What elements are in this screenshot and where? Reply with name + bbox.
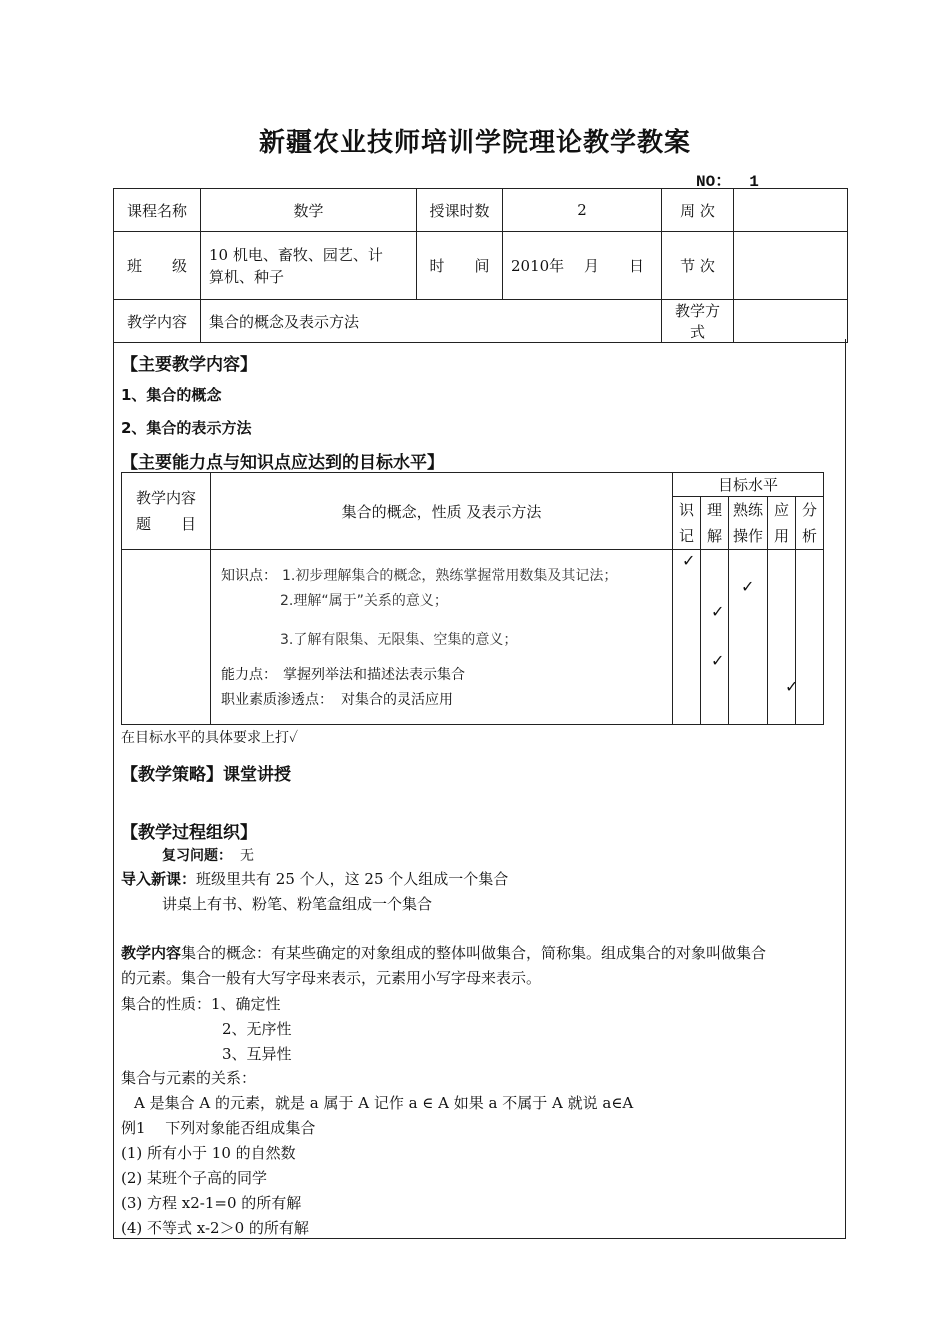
check-col-operate (729, 550, 768, 725)
check-col-understand (701, 550, 729, 725)
check-col-analyze (796, 550, 824, 725)
method-value (734, 300, 848, 343)
empty-topic-cell (122, 550, 211, 725)
week-label: 周 次 (662, 189, 734, 232)
time-label: 时 间 (417, 232, 503, 300)
content-line-1: 教学内容集合的概念：有某些确定的对象组成的整体叫做集合，简称集。组成集合的对象叫做集合 (121, 944, 767, 962)
header-table (113, 188, 848, 343)
section-label: 节 次 (662, 232, 734, 300)
check-mark-understand-1: ✓ (711, 602, 725, 621)
content-line-2: 的元素。集合一般有大写字母来表示，元素用小写字母来表示。 (121, 969, 542, 987)
course-name-label: 课程名称 (114, 189, 201, 232)
time-value: 2010年 月 日 (503, 232, 662, 300)
level-understand: 理 解 (701, 497, 729, 550)
class-value: 10 机电、畜牧、园艺、计 算机、种子 (201, 232, 417, 300)
content-item-2: 2、集合的表示方法 (121, 419, 252, 437)
knowledge-point-1: 1.初步理解集合的概念，熟练掌握常用数集及其记法； (282, 568, 618, 584)
process-heading: 【教学过程组织】 (121, 823, 257, 843)
hours-label: 授课时数 (417, 189, 503, 232)
check-mark-operate: ✓ (741, 577, 755, 596)
section-value (734, 232, 848, 300)
content-label: 教学内容 (114, 300, 201, 343)
ability-heading: 【主要能力点与知识点应达到的目标水平】 (121, 453, 444, 473)
review-question: 复习问题： 无 (162, 848, 254, 864)
check-mark-understand-2: ✓ (711, 651, 725, 670)
example-item-2: (2) 某班个子高的同学 (121, 1169, 268, 1187)
check-mark-recall: ✓ (682, 551, 696, 570)
content-value: 集合的概念及表示方法 (201, 300, 662, 343)
relation-text: A 是集合 A 的元素，就是 a 属于 A 记作 a ∈ A 如果 a 不属于 A 就说 a∈A (134, 1094, 634, 1112)
example-item-4: (4) 不等式 x-2＞0 的所有解 (121, 1219, 309, 1237)
check-note: 在目标水平的具体要求上打✓ (121, 730, 299, 746)
relation-label: 集合与元素的关系： (121, 1069, 257, 1087)
level-analyze: 分 析 (796, 497, 824, 550)
knowledge-point-2: 2.理解“属于”关系的意义； (280, 593, 448, 609)
level-operate: 熟练 操作 (729, 497, 768, 550)
topic-header: 教学内容 题 目 (122, 473, 211, 550)
week-value (734, 189, 848, 232)
intro-line-1: 导入新课：班级里共有 25 个人，这 25 个人组成一个集合 (121, 870, 509, 888)
content-item-1: 1、集合的概念 (121, 386, 222, 404)
example-item-3: (3) 方程 x2-1=0 的所有解 (121, 1194, 302, 1212)
check-mark-apply: ✓ (785, 677, 799, 696)
level-apply: 应 用 (768, 497, 796, 550)
target-level-header: 目标水平 (673, 473, 824, 497)
ability-point: 能力点： 掌握列举法和描述法表示集合 (221, 667, 465, 683)
knowledge-point-3: 3.了解有限集、无限集、空集的意义； (280, 632, 518, 648)
target-level-table (121, 472, 824, 725)
level-recall: 识 记 (673, 497, 701, 550)
method-label: 教学方式 (662, 300, 734, 343)
course-name: 数学 (201, 189, 417, 232)
main-content-heading: 【主要教学内容】 (121, 355, 257, 375)
check-col-recall (673, 550, 701, 725)
teaching-strategy: 【教学策略】课堂讲授 (121, 765, 291, 785)
hours-value: 2 (503, 189, 662, 232)
quality-point: 职业素质渗透点： 对集合的灵活应用 (221, 692, 453, 708)
document-number: NO： 1 (696, 173, 759, 191)
document-title: 新疆农业技师培训学院理论教学教案 (258, 128, 691, 158)
example-title: 例1 下列对象能否组成集合 (121, 1119, 316, 1137)
class-label: 班 级 (114, 232, 201, 300)
example-item-1: (1) 所有小于 10 的自然数 (121, 1144, 296, 1162)
property-1: 集合的性质：1、确定性 (121, 995, 281, 1013)
property-3: 3、互异性 (222, 1045, 292, 1063)
check-col-apply (768, 550, 799, 725)
intro-line-2: 讲桌上有书、粉笔、粉笔盒组成一个集合 (162, 895, 433, 913)
property-2: 2、无序性 (222, 1020, 292, 1038)
topic-title: 集合的概念，性质 及表示方法 (211, 473, 673, 550)
knowledge-label: 知识点： (221, 568, 277, 584)
